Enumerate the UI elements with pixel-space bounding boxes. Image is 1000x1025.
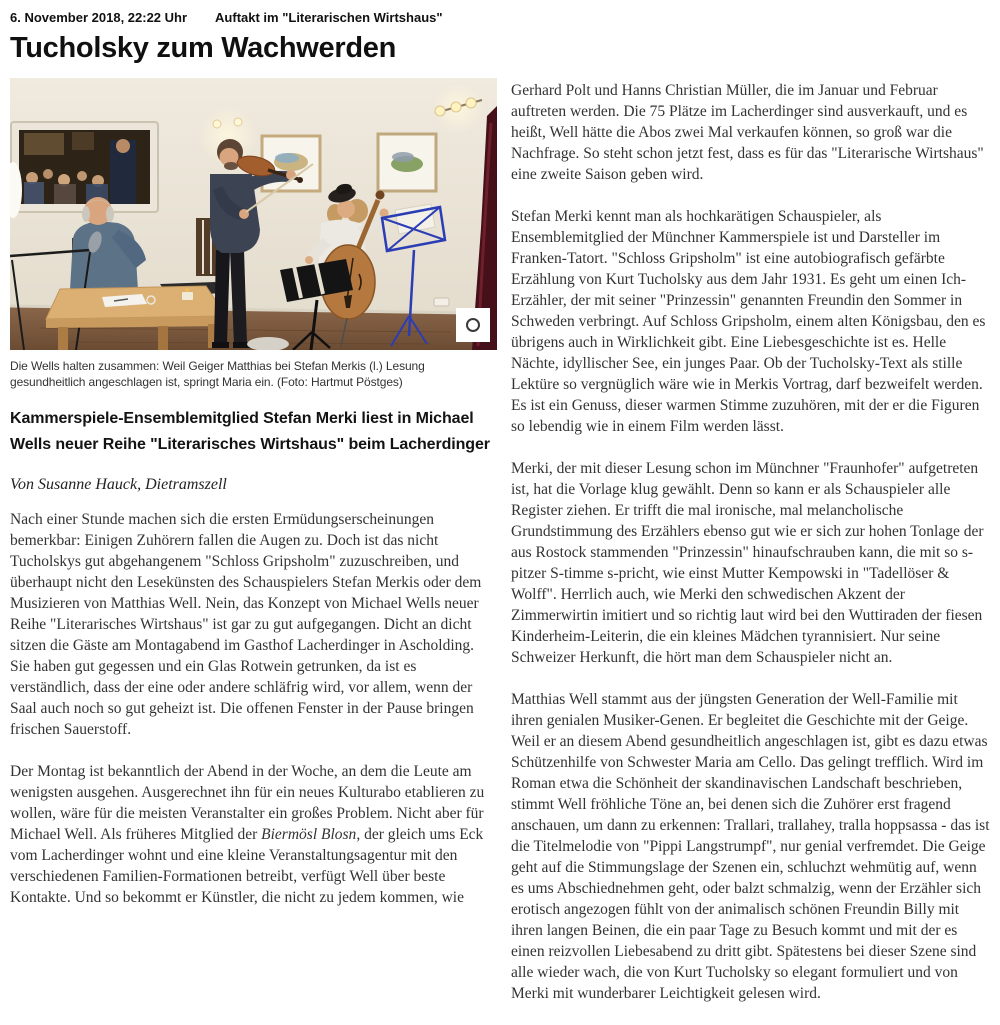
- paragraph-segment: Der Montag ist bekanntlich der Abend in der Woche, an dem die Leute am wenigsten ausgehen. Ausgerechnet ihn für ein neues Kulturabo etablieren zu wollen, wäre für die meisten Veranstalter ein großes Problem. Nicht aber für Michael Well. Als früheres Mitglied der: [10, 763, 485, 844]
- paragraph-segment: Merki, der mit dieser Lesung schon im Münchner "Fraunhofer" aufgetreten ist, hat die Vorlage klug gewählt. Denn so kann er als Schauspieler alle Register ziehen. Er trifft die mal ironische, mal melancholische Grundstimmung des Erzählers ebenso gut wie er sich zur hohen Tonlage der aus Rostock stammenden "Prinzessin" hinaufschrauben kann, die mit so s-pitzer S-timme s-pricht, wie einst Mutter Kempowski in "Tadellöser & Wolff". Herrlich auch, wie Merki den schwedischen Akzent der Zimmerwirtin imitiert und so richtig laut wird bei den Wuttiraden der fiesen Kinderheim-Leiterin, die ein kleines Mädchen tyrannisiert. Nur seine Schweizer Herkunft, die hört man dem Schauspieler nicht an.: [511, 460, 984, 666]
- article-paragraph: [10, 761, 497, 908]
- photo-framed-picture-right: [378, 134, 436, 191]
- article-paragraph: [511, 206, 990, 437]
- article-paragraph: [10, 509, 497, 740]
- photo-wall-outlet: [434, 298, 449, 306]
- photo-mirror: [11, 122, 158, 212]
- article-body-right: [511, 80, 990, 1004]
- paragraph-segment: Matthias Well stammt aus der jüngsten Generation der Well-Familie mit ihren genialen Musiker-Genen. Er begleitet die Geschichte mit der Geige. Weil er an diesem Abend gesundheitlich angeschlagen ist, gibt es dazu etwas Schützenhilfe von Schwester Maria am Cello. Das gelingt trefflich. Wird im Roman etwa die Schönheit der skandinavischen Landschaft beschrieben, stimmt Well fröhliche Töne an, bei denen sich die Zuhörer erst fragend anschauen, um dann zu erkennen: Trallari, trallahey, tralla hoppsassa - das ist die Titelmelodie von "Pippi Langstrumpf", nur genial verfremdet. Die Geige geht auf die Stimmungslage der Szenen ein, schluchzt wehmütig auf, wenn es ums Abschiednehmen geht, oder balzt schmalzig, wenn der Erzähler sich erotisch angezogen fühlt von der animalisch schönen Freundin Billy mit ihren langen Beinen, die ein paar Tage zu Besuch kommt und mit der es einen reizvollen Liebesabend zu dritt gibt. Spätestens bei dieser Szene sind alle wieder wach, die von Kurt Tucholsky so elegant formuliert und von Merki mit wunderbarer Leichtigkeit gelesen wird.: [511, 691, 990, 1002]
- photo-caption: Die Wells halten zusammen: Weil Geiger Matthias bei Stefan Merkis (l.) Lesung gesundheitlich angeschlagen ist, springt Maria ein. (Foto: Hartmut Pöstges): [10, 359, 425, 390]
- article-byline: Von Susanne Hauck, Dietramszell: [10, 476, 227, 494]
- article-headline: Tucholsky zum Wachwerden: [10, 32, 396, 64]
- article-subheadline: Kammerspiele-Ensemblemitglied Stefan Merki liest in Michael Wells neuer Reihe "Literarisches Wirtshaus" beim Lacherdinger: [10, 410, 490, 453]
- article-kicker: Auftakt im "Literarischen Wirtshaus": [215, 10, 443, 25]
- photo-zoom-button[interactable]: [456, 308, 490, 342]
- paragraph-segment: Gerhard Polt und Hanns Christian Müller, die im Januar und Februar auftreten werden. Die 75 Plätze im Lacherdinger sind ausverkauft, und es heißt, Well hätte die Abos zwei Mal verkaufen können, so groß war die Nachfrage. So steht schon jetzt fest, dass es für das "Literarische Wirtshaus" eine zweite Saison geben wird.: [511, 82, 984, 183]
- article-body-left: [10, 509, 497, 908]
- article-header: [10, 10, 990, 65]
- article-figure: [10, 78, 497, 390]
- article-topline: [10, 10, 990, 25]
- photo-ceiling-lights: [432, 82, 484, 134]
- paragraph-segment: Nach einer Stunde machen sich die ersten Ermüdungserscheinungen bemerkbar: Einigen Zuhörern fallen die Augen zu. Doch ist das nicht Tucholskys gut abgehangenem "Schloss Gripsholm" zuzuschreiben, und überhaupt nicht den Lesekünsten des Schauspielers Stefan Merkis oder dem Musizieren von Matthias Well. Nein, das Konzept von Michael Wells neuer Reihe "Literarisches Wirtshaus" ist gar zu gut aufgegangen. Dicht an dicht sitzen die Gäste am Montagabend im Gasthof Lacherdinger in Ascholding. Sie haben gut gegessen und ein Glas Rotwein getrunken, da ist es verständlich, dass der eine oder andere schläfrig wird, vor allem, wenn der Saal auch noch so gut geheizt ist. Die offenen Fenster in der Pause bringen frischen Sauerstoff.: [10, 511, 482, 739]
- article-paragraph: [511, 458, 990, 668]
- article-paragraph: [511, 689, 990, 1004]
- article-paragraph: [511, 80, 990, 185]
- paragraph-segment: Stefan Merki kennt man als hochkarätigen Schauspieler, als Ensemblemitglied der Münchner Kammerspiele ist und Darsteller im Franken-Tatort. "Schloss Gripsholm" ist eine autobiografisch gefärbte Erzählung von Kurt Tucholsky aus dem Jahr 1931. Es geht um einen Ich-Erzähler, der mit seiner "Prinzessin" genannten Freundin den Sommer in Schweden verbringt. Auf Schloss Gripsholm, einem alten Königsbau, den es übrigens auch in Wirklichkeit gibt. Eine Liebesgeschichte ist es. Helle Nächte, idyllischer See, ein junges Paar. Ob der Tucholsky-Text als stille Lektüre so vergnüglich wäre wie in Merkis Vortrag, darf bezweifelt werden. Es ist ein Genuss, dieser warmen Stimme zuzuhören, mit der er die Figuren so lebendig wie in einem Film werden lässt.: [511, 208, 986, 435]
- article-date: 6. November 2018, 22:22 Uhr: [10, 10, 188, 25]
- right-column: [511, 78, 990, 1025]
- paragraph-segment: , der gleich ums Eck vom Lacherdinger wohnt und eine kleine Veranstaltungsagentur mit den verschiedenen Familien-Formationen betreibt, verfügt Well über beste Kontakte. Und so bekommt er Künstler, die nicht zu jedem kommen, wie: [10, 826, 484, 907]
- article-photo-illustration: [10, 78, 497, 350]
- paragraph-segment-italic: Biermösl Blosn: [261, 826, 357, 844]
- article-photo[interactable]: [10, 78, 497, 350]
- magnifier-circle-icon: [466, 318, 480, 332]
- left-column: [10, 78, 497, 929]
- article-columns: [10, 78, 990, 1025]
